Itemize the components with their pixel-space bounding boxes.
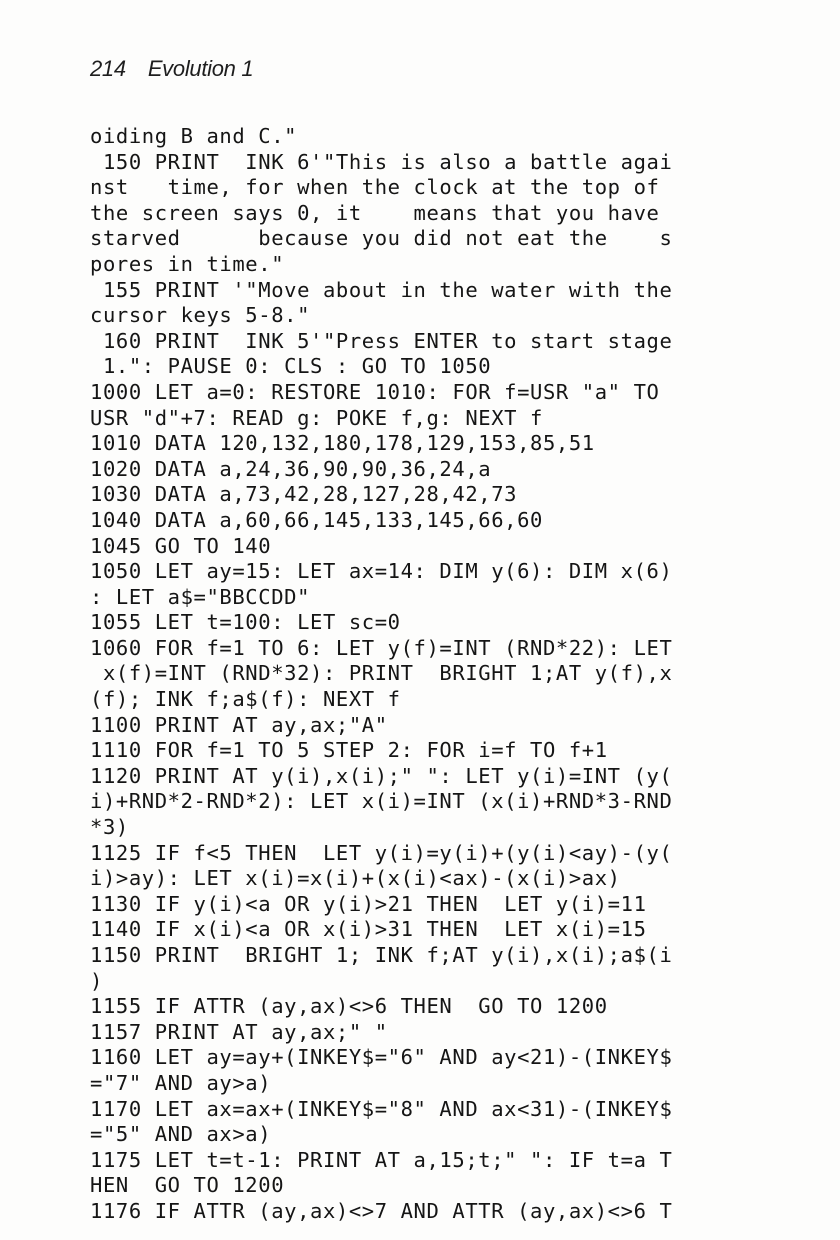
code-line: ="7" AND ay>a) — [90, 1070, 272, 1095]
code-line: 1055 LET t=100: LET sc=0 — [90, 610, 401, 635]
code-line: 1060 FOR f=1 TO 6: LET y(f)=INT (RND*22): LET — [90, 635, 673, 660]
code-line: ) — [90, 968, 103, 993]
running-head — [90, 56, 253, 82]
basic-program-listing — [90, 124, 780, 1225]
code-line: pores in time." — [90, 251, 285, 276]
code-line: 1020 DATA a,24,36,90,90,36,24,a — [90, 456, 492, 481]
code-line: ="5" AND ax>a) — [90, 1122, 272, 1147]
code-line: starved because you did not eat the s — [90, 226, 673, 251]
code-line: 1040 DATA a,60,66,145,133,145,66,60 — [90, 507, 543, 532]
code-line: cursor keys 5-8." — [90, 303, 311, 328]
code-line: 1170 LET ax=ax+(INKEY$="8" AND ax<31)-(INKEY$ — [90, 1096, 673, 1121]
page-number: 214 — [90, 56, 126, 81]
code-line: 150 PRINT INK 6'"This is also a battle agai — [90, 149, 673, 174]
code-line: oiding B and C." — [90, 124, 298, 148]
code-line: 1160 LET ay=ay+(INKEY$="6" AND ay<21)-(INKEY$ — [90, 1045, 673, 1070]
code-line: 1125 IF f<5 THEN LET y(i)=y(i)+(y(i)<ay)-(y( — [90, 840, 673, 865]
code-line: (f); INK f;a$(f): NEXT f — [90, 687, 401, 712]
code-line: nst time, for when the clock at the top of — [90, 175, 660, 200]
code-line: 1010 DATA 120,132,180,178,129,153,85,51 — [90, 431, 595, 456]
code-line: 1140 IF x(i)<a OR x(i)>31 THEN LET x(i)=15 — [90, 917, 647, 942]
code-line: 1.": PAUSE 0: CLS : GO TO 1050 — [90, 354, 492, 379]
code-line: 160 PRINT INK 5'"Press ENTER to start stage — [90, 328, 673, 353]
code-line: 1150 PRINT BRIGHT 1; INK f;AT y(i),x(i);a$(i — [90, 943, 673, 967]
code-line: i)>ay): LET x(i)=x(i)+(x(i)<ax)-(x(i)>ax) — [90, 866, 621, 891]
code-line: 1050 LET ay=15: LET ax=14: DIM y(6): DIM x(6) — [90, 559, 673, 584]
code-line: 1100 PRINT AT ay,ax;"A" — [90, 712, 388, 737]
code-line: 1155 IF ATTR (ay,ax)<>6 THEN GO TO 1200 — [90, 994, 608, 1019]
chapter-title: Evolution 1 — [147, 56, 254, 81]
code-line: USR "d"+7: READ g: POKE f,g: NEXT f — [90, 405, 543, 430]
code-line: 155 PRINT '"Move about in the water with the — [90, 277, 673, 302]
code-line: 1120 PRINT AT y(i),x(i);" ": LET y(i)=INT (y( — [90, 763, 673, 788]
code-line: 1130 IF y(i)<a OR y(i)>21 THEN LET y(i)=11 — [90, 891, 647, 916]
code-line: x(f)=INT (RND*32): PRINT BRIGHT 1;AT y(f),x — [90, 661, 673, 686]
code-line: HEN GO TO 1200 — [90, 1173, 285, 1198]
code-line: 1030 DATA a,73,42,28,127,28,42,73 — [90, 482, 518, 507]
code-line: 1110 FOR f=1 TO 5 STEP 2: FOR i=f TO f+1 — [90, 738, 608, 763]
code-line: the screen says 0, it means that you have — [90, 200, 660, 225]
code-line: 1000 LET a=0: RESTORE 1010: FOR f=USR "a" TO — [90, 379, 660, 404]
code-line: 1176 IF ATTR (ay,ax)<>7 AND ATTR (ay,ax)<>6 T — [90, 1198, 673, 1223]
code-line: i)+RND*2-RND*2): LET x(i)=INT (x(i)+RND*3-RND — [90, 789, 673, 814]
code-line: *3) — [90, 815, 129, 840]
code-line: 1157 PRINT AT ay,ax;" " — [90, 1019, 388, 1044]
code-line: 1175 LET t=t-1: PRINT AT a,15;t;" ": IF t=a T — [90, 1147, 673, 1172]
code-line: : LET a$="BBCCDD" — [90, 584, 311, 609]
code-line: 1045 GO TO 140 — [90, 533, 272, 558]
